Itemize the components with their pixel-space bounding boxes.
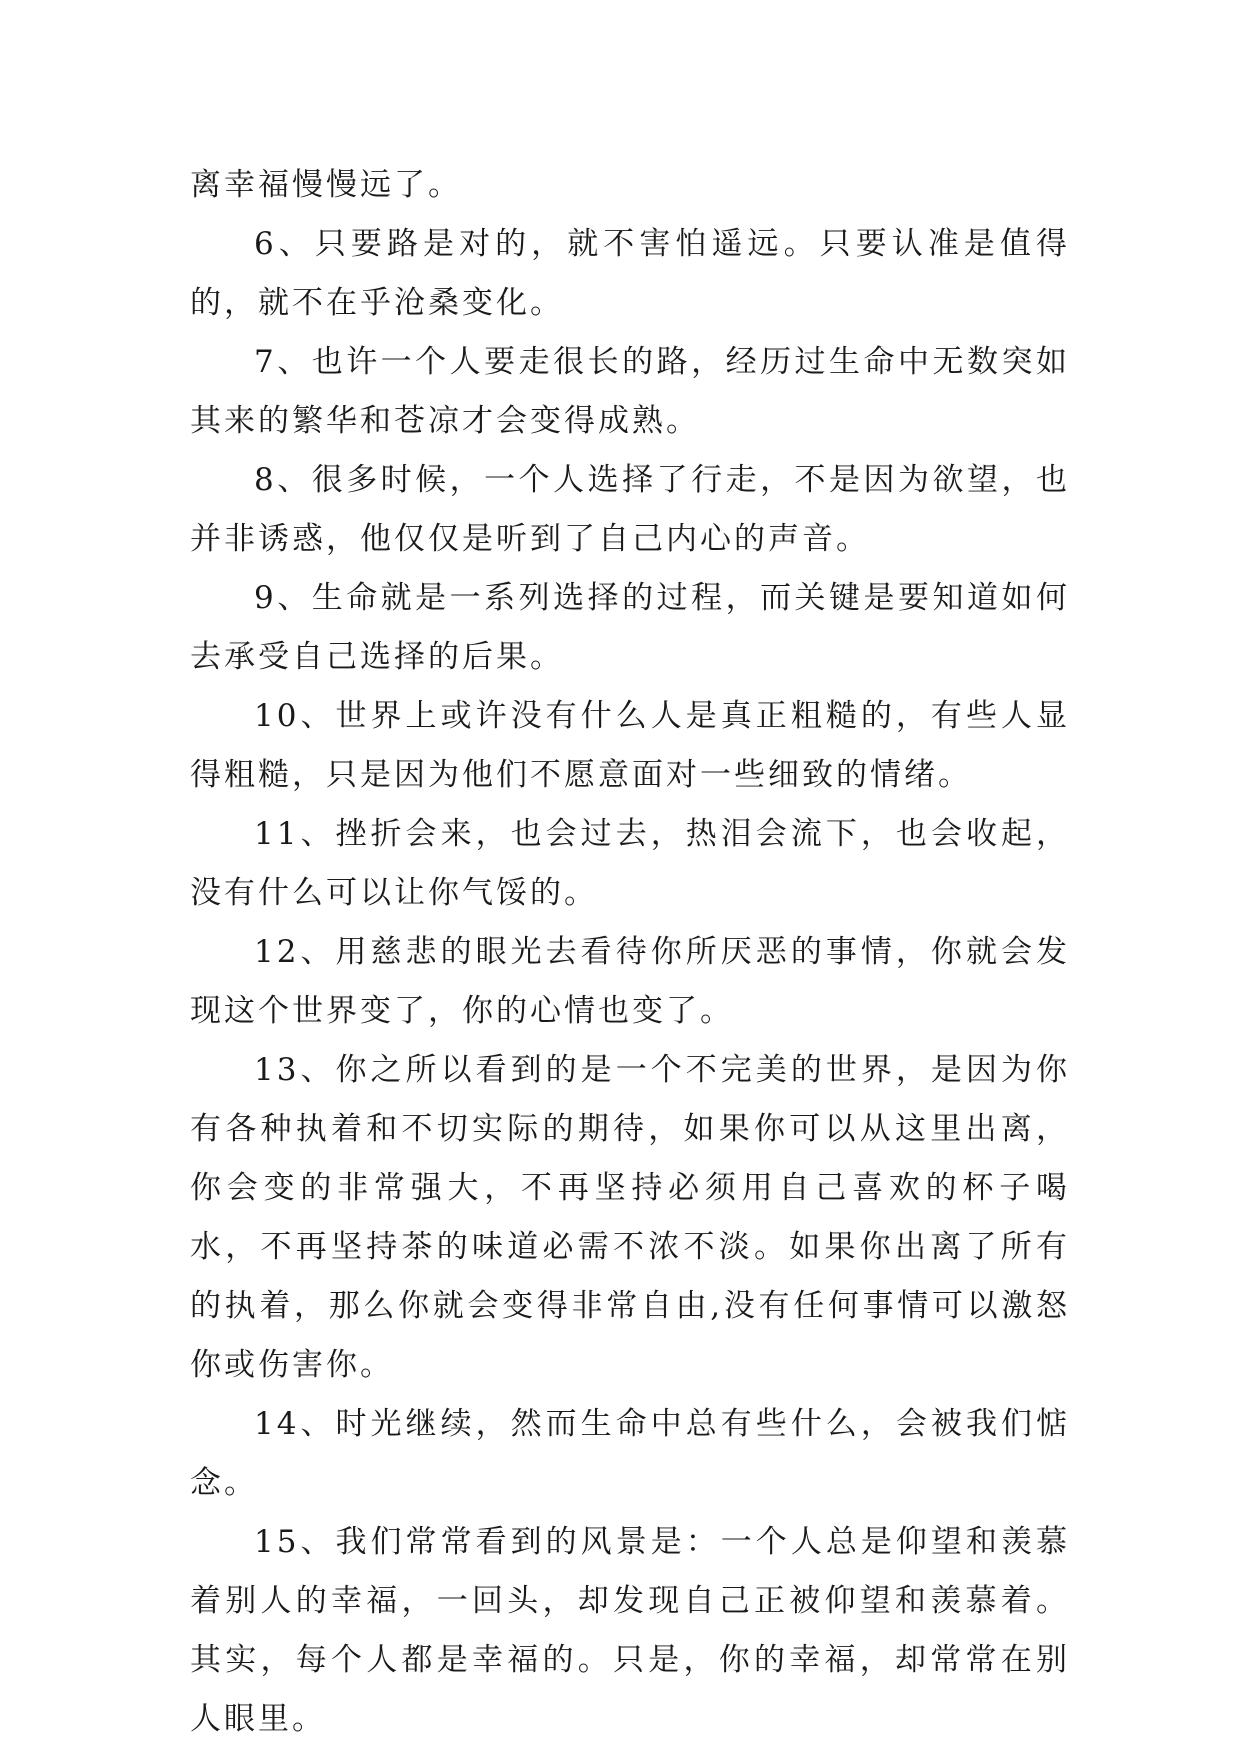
paragraph-continuation: 离幸福慢慢远了。 (190, 167, 462, 203)
list-item-8: 8、很多时候，一个人选择了行走，不是因为欲望，也并非诱惑，他仅仅是听到了自己内心的声音。 (190, 462, 1070, 557)
list-item-14: 14、时光继续，然而生命中总有些什么，会被我们惦念。 (190, 1406, 1070, 1501)
list-item-15: 15、我们常常看到的风景是：一个人总是仰望和羡慕着别人的幸福，一回头，却发现自己正被仰望和羡慕着。其实，每个人都是幸福的。只是，你的幸福，却常常在别人眼里。 (190, 1524, 1070, 1737)
document-page (190, 156, 1070, 1749)
list-item-9: 9、生命就是一系列选择的过程，而关键是要知道如何去承受自己选择的后果。 (190, 580, 1070, 675)
list-item-11: 11、挫折会来，也会过去，热泪会流下，也会收起，没有什么可以让你气馁的。 (190, 816, 1070, 911)
list-item-6: 6、只要路是对的，就不害怕遥远。只要认准是值得的，就不在乎沧桑变化。 (190, 226, 1070, 321)
list-item-13: 13、你之所以看到的是一个不完美的世界，是因为你有各种执着和不切实际的期待，如果你可以从这里出离，你会变的非常强大，不再坚持必须用自己喜欢的杯子喝水，不再坚持茶的味道必需不浓不淡。如果你出离了所有的执着，那么你就会变得非常自由,没有任何事情可以激怒你或伤害你。 (190, 1052, 1070, 1383)
list-item-10: 10、世界上或许没有什么人是真正粗糙的，有些人显得粗糙，只是因为他们不愿意面对一些细致的情绪。 (190, 698, 1070, 793)
list-item-12: 12、用慈悲的眼光去看待你所厌恶的事情，你就会发现这个世界变了，你的心情也变了。 (190, 934, 1070, 1029)
list-item-7: 7、也许一个人要走很长的路，经历过生命中无数突如其来的繁华和苍凉才会变得成熟。 (190, 344, 1070, 439)
